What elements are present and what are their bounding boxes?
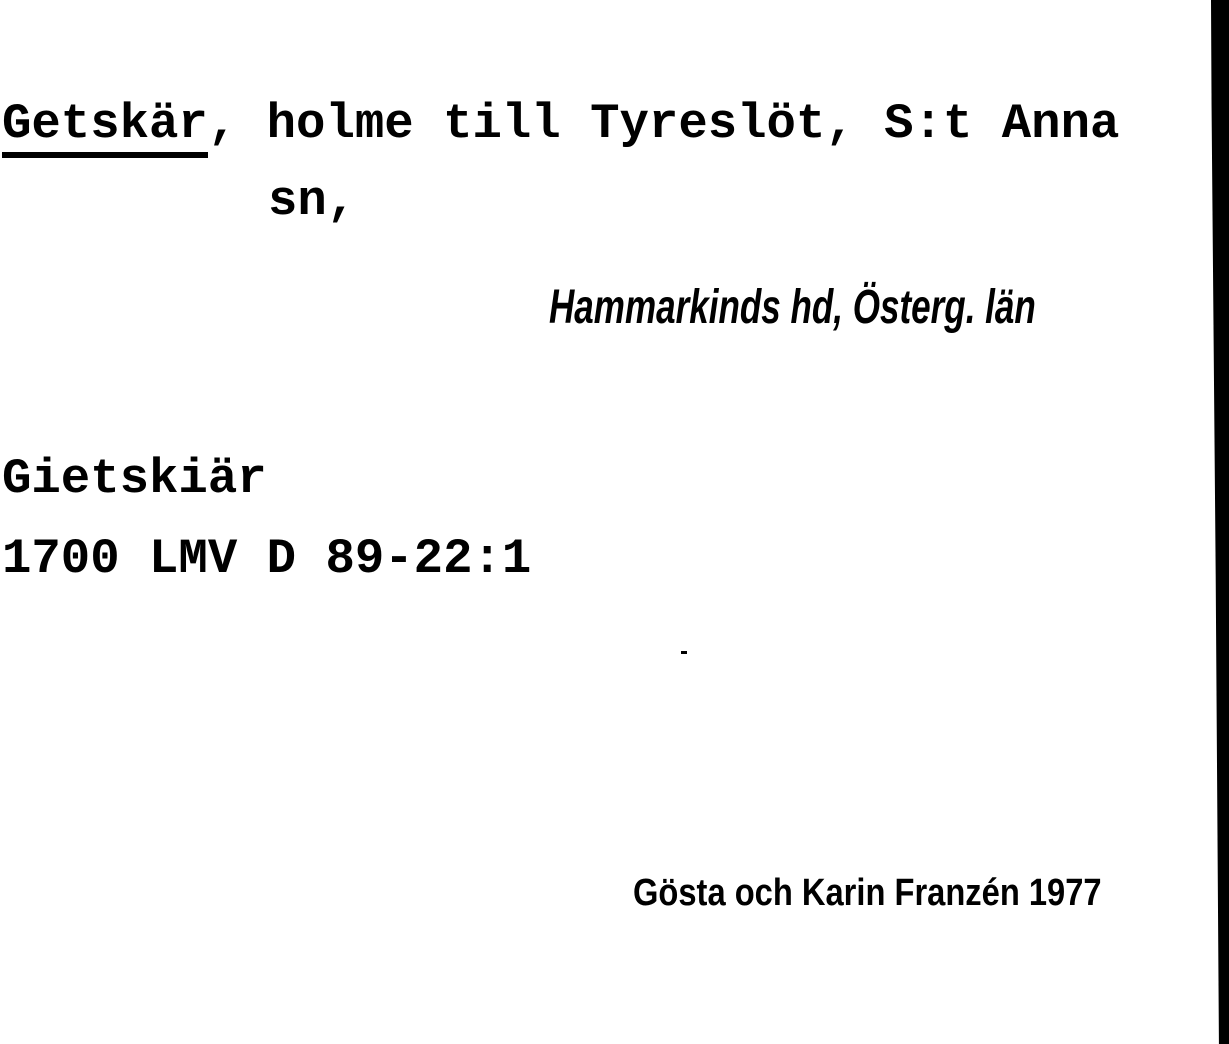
headword-suffix: , holme till Tyreslöt, S:t Anna (207, 96, 1120, 152)
headword: Getskär (2, 96, 208, 158)
collector-stamp: Gösta och Karin Franzén 1977 (633, 872, 1102, 914)
headword-line (2, 96, 1120, 152)
source-reference: 1700 LMV D 89-22:1 (2, 531, 532, 587)
parish-continuation: sn, (268, 173, 357, 229)
older-name-form: Gietskiär (2, 451, 267, 507)
district-stamp: Hammarkinds hd, Österg. län (549, 281, 1036, 334)
scan-edge-bar (1211, 0, 1229, 1044)
ink-speck (681, 651, 687, 654)
